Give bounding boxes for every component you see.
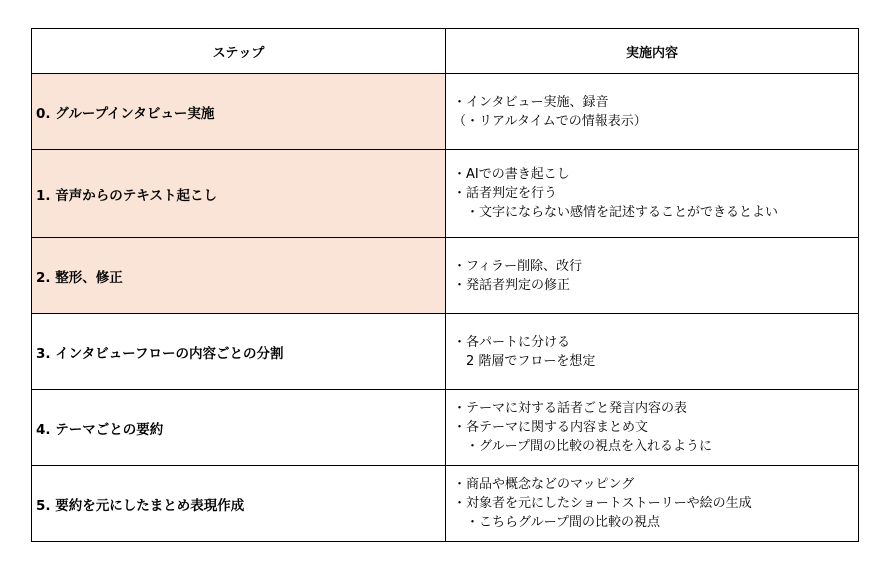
- detail-line: ・各パートに分ける: [453, 334, 571, 350]
- header-step: ステップ: [32, 29, 446, 74]
- detail-cell: [446, 150, 859, 238]
- table-row: [32, 390, 859, 466]
- detail-line: ・各テーマに関する内容まとめ文: [453, 420, 649, 435]
- table-row: [32, 466, 859, 542]
- detail-cell: [446, 314, 859, 390]
- table-row: [32, 314, 859, 390]
- detail-line: ・文字にならない感情を記述することができるとよい: [453, 205, 779, 220]
- detail-line: 2 階層でフローを想定: [453, 353, 596, 369]
- step-cell: 4. テーマごとの要約: [32, 390, 446, 466]
- step-cell: 2. 整形、修正: [32, 238, 446, 314]
- step-cell: 5. 要約を元にしたまとめ表現作成: [32, 466, 446, 542]
- detail-line: ・グループ間の比較の視点を入れるように: [453, 439, 712, 454]
- step-cell: 3. インタビューフローの内容ごとの分割: [32, 314, 446, 390]
- step-cell: 1. 音声からのテキスト起こし: [32, 150, 446, 238]
- detail-line: ・AIでの書き起こし: [453, 167, 570, 182]
- process-table: [31, 28, 859, 542]
- detail-line: ・インタビュー実施、録音: [453, 94, 609, 110]
- step-cell: 0. グループインタビュー実施: [32, 74, 446, 150]
- detail-line: ・発話者判定の修正: [453, 277, 571, 293]
- detail-cell: [446, 390, 859, 466]
- detail-cell: [446, 74, 859, 150]
- detail-line: ・テーマに対する話者ごと発言内容の表: [453, 401, 688, 416]
- detail-cell: [446, 466, 859, 542]
- table-row: [32, 150, 859, 238]
- detail-line: ・こちらグループ間の比較の視点: [453, 515, 660, 530]
- detail-line: （・リアルタイムでの情報表示）: [453, 113, 647, 129]
- detail-line: ・商品や概念などのマッピング: [453, 477, 635, 492]
- header-content: 実施内容: [446, 29, 859, 74]
- detail-line: ・フィラー削除、改行: [453, 258, 582, 274]
- table-header-row: [32, 29, 859, 74]
- table-row: [32, 74, 859, 150]
- table-row: [32, 238, 859, 314]
- detail-line: ・対象者を元にしたショートストーリーや絵の生成: [453, 496, 752, 511]
- detail-line: ・話者判定を行う: [453, 186, 558, 201]
- detail-cell: [446, 238, 859, 314]
